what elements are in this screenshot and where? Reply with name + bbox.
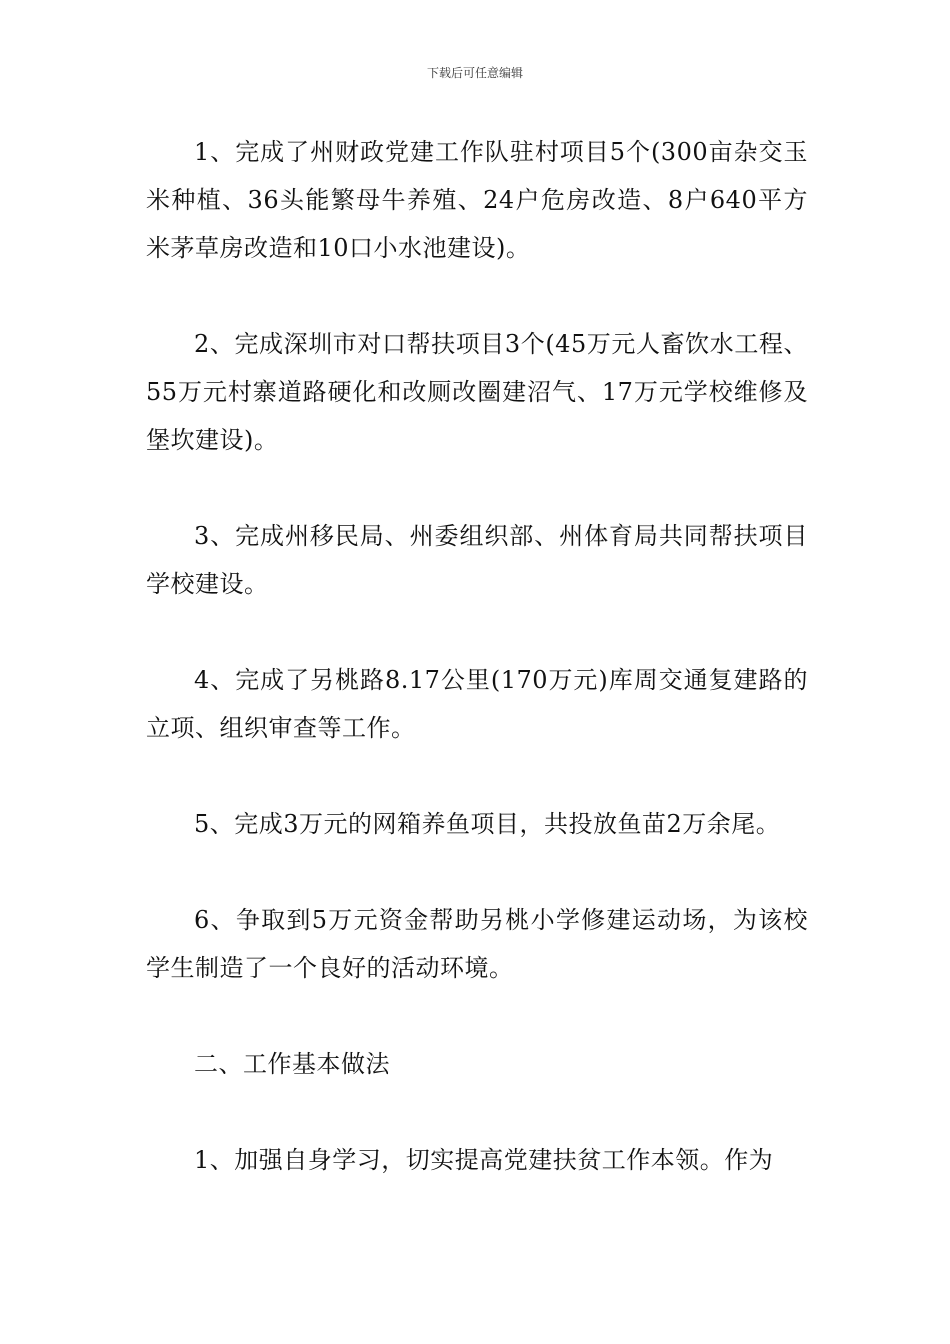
- section-heading: 二、工作基本做法: [194, 1050, 390, 1078]
- paragraph-gap: [146, 848, 808, 896]
- paragraph-gap: [146, 272, 808, 320]
- paragraph-gap: [146, 608, 808, 656]
- paragraph-item-3: 3、完成州移民局、州委组织部、州体育局共同帮扶项目学校建设。: [146, 522, 808, 598]
- paragraph-item-7: 1、加强自身学习，切实提高党建扶贫工作本领。作为: [194, 1146, 774, 1174]
- paragraph-item-4: 4、完成了另桃路8.17公里(170万元)库周交通复建路的立项、组织审查等工作。: [146, 666, 808, 742]
- paragraph-item-5: 5、完成3万元的网箱养鱼项目，共投放鱼苗2万余尾。: [194, 810, 781, 838]
- paragraph-item-6: 6、争取到5万元资金帮助另桃小学修建运动场，为该校学生制造了一个良好的活动环境。: [146, 906, 808, 982]
- paragraph-gap: [146, 992, 808, 1040]
- page-header: 下载后可任意编辑: [426, 66, 523, 80]
- paragraph-gap: [146, 464, 808, 512]
- paragraph-gap: [146, 752, 808, 800]
- document-body: [146, 128, 808, 1184]
- paragraph-item-2: 2、完成深圳市对口帮扶项目3个(45万元人畜饮水工程、55万元村寨道路硬化和改厕改圈建沼气、17万元学校维修及堡坎建设)。: [146, 330, 808, 454]
- paragraph-item-1: 1、完成了州财政党建工作队驻村项目5个(300亩杂交玉米种植、36头能繁母牛养殖、24户危房改造、8户640平方米茅草房改造和10口小水池建设)。: [146, 138, 808, 262]
- paragraph-gap: [146, 1088, 808, 1136]
